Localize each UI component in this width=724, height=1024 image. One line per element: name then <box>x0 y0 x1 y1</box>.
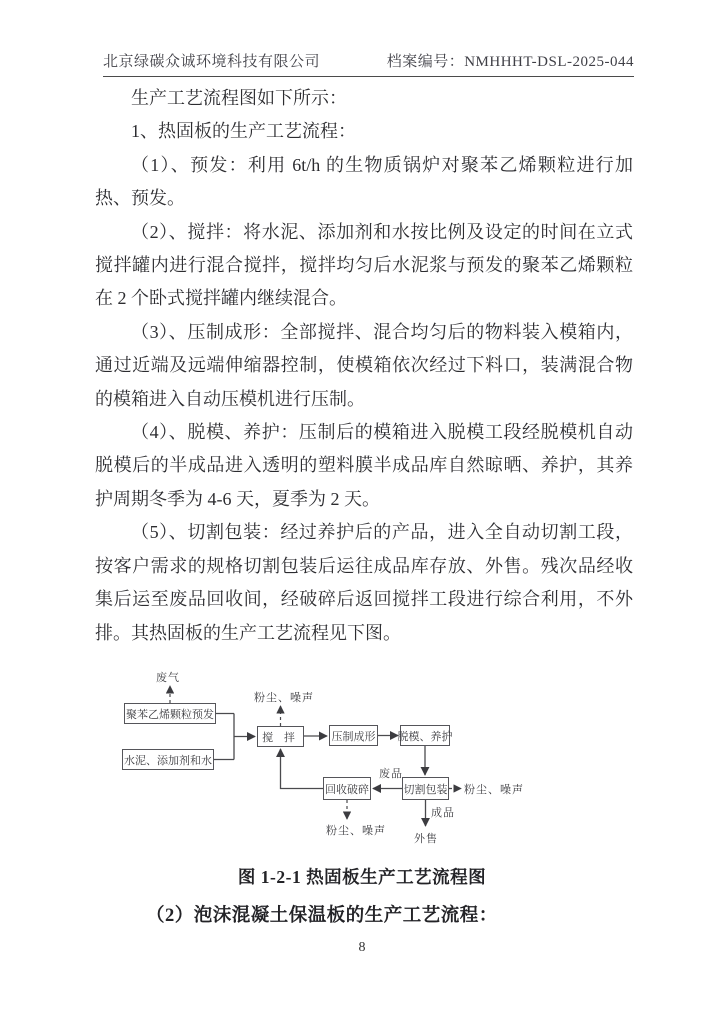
page-number: 8 <box>358 940 366 955</box>
paragraph-step-1: （1）、预发：利用 6t/h 的生物质锅炉对聚苯乙烯颗粒进行加热、预发。 <box>95 154 633 209</box>
flowchart-box-materials: 水泥、添加剂和水 <box>122 749 214 770</box>
flowchart-box-mixing: 搅 拌 <box>257 726 304 747</box>
figure-caption: 图 1-2-1 热固板生产工艺流程图 <box>237 867 487 887</box>
process-flowchart <box>100 655 720 853</box>
paragraph-step-2: （2）、搅拌：将水泥、添加剂和水按比例及设定的时间在立式搅拌罐内进行混合搅拌，搅拌均匀后水泥浆与预发的聚苯乙烯颗粒在 2 个卧式搅拌罐内继续混合。 <box>95 221 633 309</box>
flowchart-box-demolding: 脱模、养护 <box>400 725 450 746</box>
flowchart-box-pre-expansion: 聚苯乙烯颗粒预发 <box>124 703 216 724</box>
flowchart-box-cutting: 切割包装 <box>402 777 449 800</box>
label-dust-noise-cutting: 粉尘、噪声 <box>464 784 524 796</box>
flowchart-box-pressing: 压制成形 <box>329 725 378 746</box>
label-scrap: 废品 <box>379 768 403 780</box>
paragraph-step-4: （4）、脱模、养护：压制后的模箱进入脱模工段经脱模机自动脱模后的半成品进入透明的塑料膜半成品库自然晾晒、养护，其养护周期冬季为 4-6 天，夏季为 2 天。 <box>95 422 633 509</box>
company-name: 北京绿碳众诚环境科技有限公司 <box>103 54 321 70</box>
label-external-sale: 外售 <box>414 833 438 845</box>
file-number: 档案编号：NMHHHT-DSL-2025-044 <box>386 54 634 70</box>
body-text <box>95 82 633 650</box>
paragraph-heading-1: 1、热固板的生产工艺流程： <box>131 121 356 142</box>
label-dust-noise-mixing: 粉尘、噪声 <box>254 692 314 704</box>
flowchart-box-recycling: 回收破碎 <box>323 777 371 800</box>
label-finished-product: 成品 <box>431 807 455 819</box>
paragraph-intro: 生产工艺流程图如下所示： <box>131 88 347 108</box>
paragraph-step-5: （5）、切割包装：经过养护后的产品，进入全自动切割工段，按客户需求的规格切割包装后运往成品库存放、外售。残次品经收集后运至废品回收间，经破碎后返回搅拌工段进行综合利用，不外排。其热固板的生产工艺流程见下图。 <box>95 522 633 643</box>
next-section-heading: （2）泡沫混凝土保温板的生产工艺流程： <box>146 906 498 926</box>
paragraph-step-3: （3）、压制成形：全部搅拌、混合均匀后的物料装入模箱内，通过近端及远端伸缩器控制，使模箱依次经过下料口，装满混合物的模箱进入自动压模机进行压制。 <box>95 321 633 409</box>
page-header <box>103 50 634 77</box>
label-dust-noise-recycling: 粉尘、噪声 <box>326 825 386 837</box>
label-waste-gas: 废气 <box>156 672 180 684</box>
